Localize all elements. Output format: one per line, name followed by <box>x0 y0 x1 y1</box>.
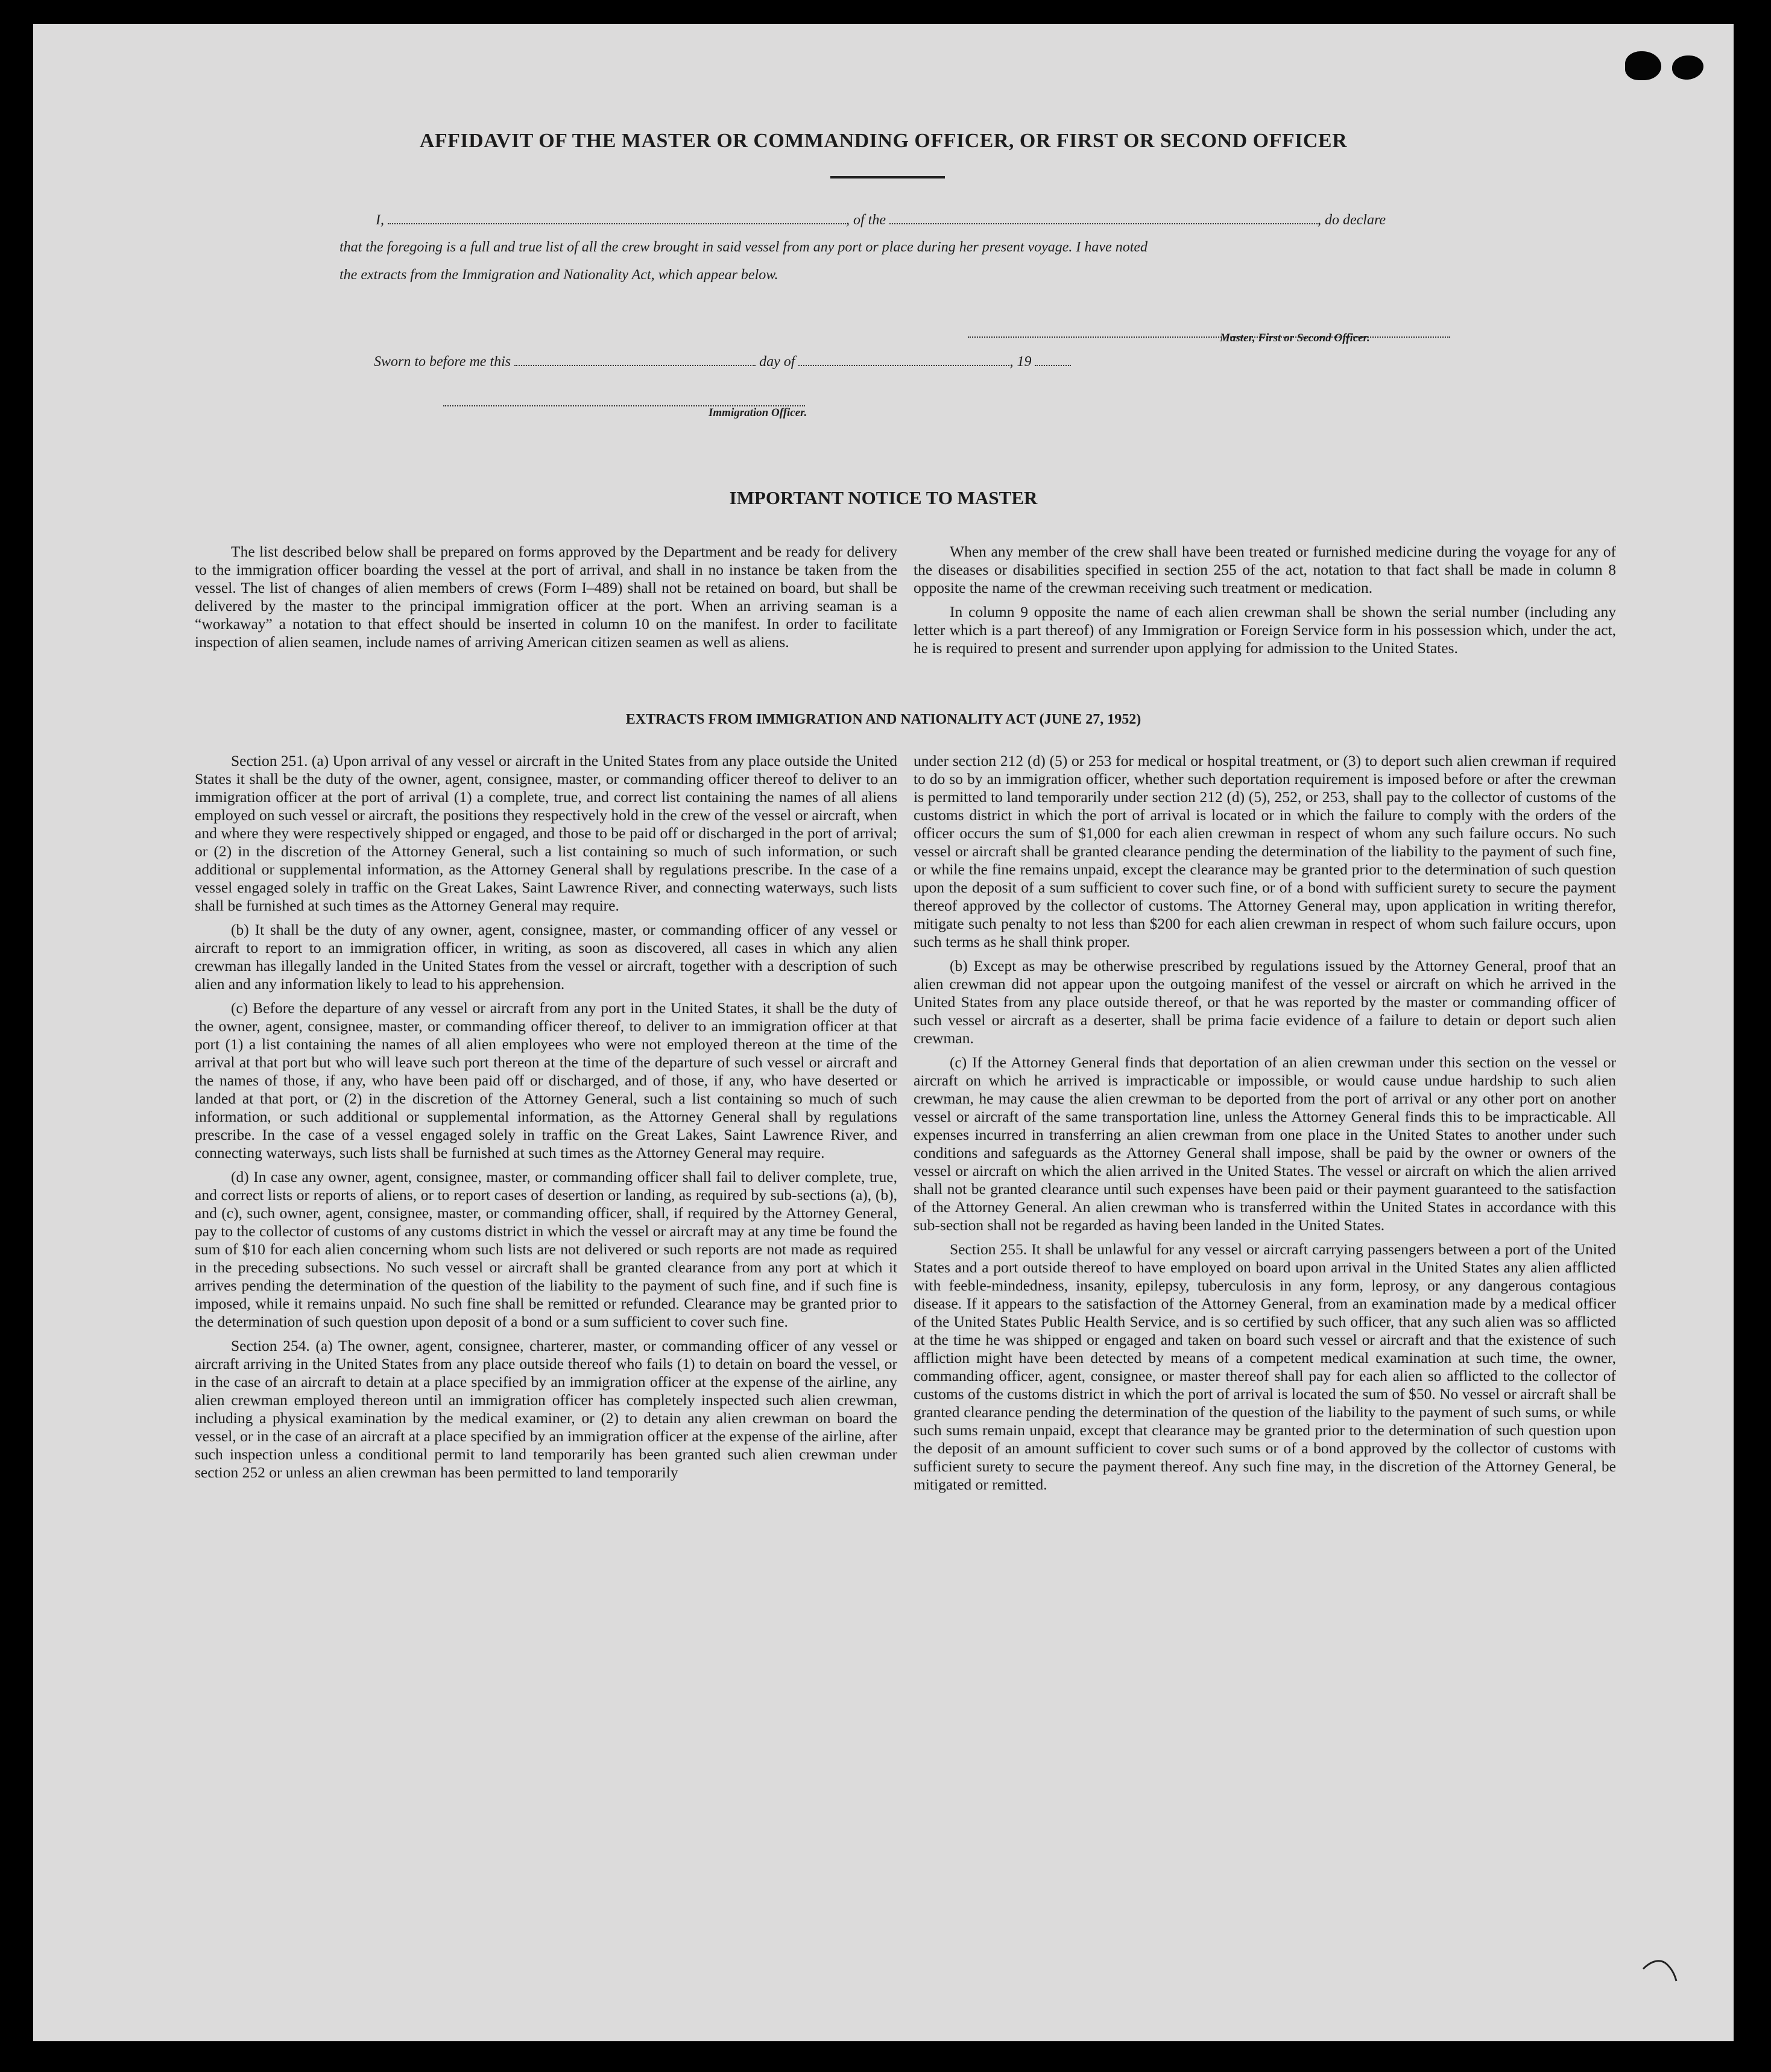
sworn-label: Sworn to before me this <box>374 354 511 370</box>
ink-blot <box>1625 51 1661 80</box>
section-254-b: (b) Except as may be otherwise prescribed by regulations issued by the Attorney General, proof that an alien crewman did not appear upon the outgoing manifest of the vessel or aircraft on which he arrived in the United States from any place outside thereof, or that he was reported by the master or commanding officer of such vessel or aircraft as a deserter, shall be prima facie evidence of a failure to detain or deport such alien crewman. <box>914 957 1616 1047</box>
master-signature-field[interactable] <box>968 324 1450 338</box>
section-251-b: (b) It shall be the duty of any owner, agent, consignee, master, or commanding officer of any vessel or aircraft to report to an immigration officer, in writing, as soon as discovered, all cases in which any alien crewman has illegally landed in the United States from the vessel or aircraft, together with a description of such alien and any information likely to lead to his apprehension. <box>195 921 897 993</box>
section-255: Section 255. It shall be unlawful for any vessel or aircraft carrying passengers between a port of the United States and a port outside thereof to have employed on board upon arrival in the United States any alien afflicted with feeble-mindedness, insanity, epilepsy, tuberculosis in any form, leprosy, or any dangerous contagious disease. If it appears to the satisfaction of the Attorney General, from an examination made by a medical officer of the United States Public Health Service, and is so certified by such officer, that any such alien was so afflicted at the time he was shipped or engaged and taken on board such vessel or aircraft and that the existence of such affliction might have been detected by means of a competent medical examination at such time, the owner, commanding officer, agent, consignee, or master thereof shall pay for each alien so afflicted to the collector of customs of the customs district in which the port of arrival is located the sum of $50. No vessel or aircraft shall be granted clearance pending the determination of the question of the liability to the payment of such sums, or while such sums remain unpaid, except that clearance may be granted prior to the determination of such question upon the deposit of an amount sufficient to cover such sums or of a bond approved by the collector of customs with sufficient surety to secure the payment thereof. Any such fine may, in the discretion of the Attorney General, be mitigated or remitted. <box>914 1240 1616 1493</box>
immigration-officer-signature-field[interactable] <box>443 393 805 406</box>
sworn-month-field[interactable] <box>798 353 1009 366</box>
affidavit-title: AFFIDAVIT OF THE MASTER OR COMMANDING OFFICER, OR FIRST OR SECOND OFFICER <box>419 130 1348 152</box>
section-251-d: (d) In case any owner, agent, consignee, master, or commanding officer shall fail to deliver complete, true, and correct lists or reports of aliens, or to report cases of desertion or landing, as required by sub-sections (a), (b), and (c), such owner, agent, consignee, master, or commanding officer, shall, if required by the Attorney General, pay to the collector of customs of any customs district in which the vessel or aircraft may at any time be found the sum of $10 for each alien concerning whom such lists are not delivered or such reports are not made as required in the preceding subsections. No such vessel or aircraft shall be granted clearance from any port at which it arrives pending the determination of the question of the liability to the payment of such fine, and if such fine is imposed, while it remains unpaid. No such fine shall be remitted or refunded. Clearance may be granted prior to the determination of such question upon deposit of a bond or a sum sufficient to cover such fine. <box>195 1168 897 1330</box>
ink-blot <box>1672 55 1703 80</box>
notice-right-paragraph-1: When any member of the crew shall have been treated or furnished medicine during the voyage for any of the diseases or disabilities specified in section 255 of the act, notation to that fact shall be made in column 8 opposite the name of the crewman receiving such treatment or medication. <box>914 543 1616 596</box>
document-page <box>33 24 1734 2041</box>
notice-right-paragraph-2: In column 9 opposite the name of each alien crewman shall be shown the serial number (including any letter which is a part thereof) of any Immigration or Foreign Service form in his possession which, under the act, he is required to present and surrender upon applying for admission to the United States. <box>914 603 1616 657</box>
notice-left-column <box>195 543 897 657</box>
vessel-name-field[interactable] <box>889 211 1318 224</box>
sworn-line <box>374 353 1278 370</box>
pencil-mark <box>1640 1948 1682 1984</box>
sworn-day-field[interactable] <box>514 353 756 366</box>
master-signature-label: Master, First or Second Officer. <box>1220 332 1370 344</box>
declaration-line-3: the extracts from the Immigration and Nationality Act, which appear below. <box>339 267 778 283</box>
declaration-line-1 <box>376 211 1473 229</box>
title-rule <box>830 176 945 178</box>
notice-heading: IMPORTANT NOTICE TO MASTER <box>729 487 1038 508</box>
section-254-c: (c) If the Attorney General finds that deportation of an alien crewman under this section on the vessel or aircraft on which he arrived is impracticable or impossible, or would cause undue hardship to such alien crewman, he may cause the alien crewman to be deported from the port of arrival or any other port on another vessel or aircraft of the same transportation line, unless the Attorney General finds this to be impracticable. All expenses incurred in transferring an alien crewman from one place in the United States to another under such conditions and safeguards as the Attorney General shall impose, shall be paid by the owner or owners of the vessel or aircraft on which the alien arrived in the United States. The vessel or aircraft on which the alien arrived shall not be granted clearance until such expenses have been paid or their payment guaranteed to the satisfaction of the Attorney General. An alien crewman who is transferred within the United States in accordance with this sub-section shall not be regarded as having been landed in the United States. <box>914 1053 1616 1234</box>
immigration-officer-label: Immigration Officer. <box>709 406 807 419</box>
day-of-label: day of <box>759 354 795 370</box>
sworn-year-field[interactable] <box>1035 353 1071 366</box>
declaration-line-2: that the foregoing is a full and true list of all the crew brought in said vessel from any port or place during her present voyage. I have noted <box>339 239 1148 255</box>
notice-left-paragraph: The list described below shall be prepared on forms approved by the Department and be ready for delivery to the immigration officer boarding the vessel at the port of arrival, and shall in no instance be taken from the vessel. The list of changes of alien members of crews (Form I–489) shall not be retained on board, but shall be delivered by the master to the principal immigration officer at the port. When an arriving seaman is a “workaway” a notation to that effect should be inserted in column 10 on the manifest. In order to facilitate inspection of alien seamen, include names of arriving American citizen seamen as well as aliens. <box>195 543 897 651</box>
declaration-do-declare: , do declare <box>1318 212 1386 228</box>
extracts-heading: EXTRACTS FROM IMMIGRATION AND NATIONALITY ACT (JUNE 27, 1952) <box>625 712 1141 727</box>
section-254-a-continued: under section 212 (d) (5) or 253 for medical or hospital treatment, or (3) to deport such alien crewman if required to do so by an immigration officer, whether such deportation requirement is imposed before or after the crewman is permitted to land temporarily under section 212 (d) (5), 252, or 253, shall pay to the collector of customs of the customs district in which the port of arrival is located or in which the failure to comply with the orders of the officer occurs the sum of $1,000 for each alien crewman in respect of whom any such failure occurs. No such vessel or aircraft shall be granted clearance pending the determination of the liability to the payment of such fine, or while the fine remains unpaid, except the clearance may be granted prior to the determination of such question upon the deposit of a sum sufficient to cover such fine, or of a bond with sufficient surety to secure the payment thereof approved by the collector of customs. The Attorney General may, upon application in writing therefor, mitigate such penalty to not less than $200 for each alien crewman in respect of whom such failure occurs, upon such terms as he shall think proper. <box>914 752 1616 950</box>
extracts-left-column <box>195 752 897 1488</box>
declaration-of-the: , of the <box>846 212 886 228</box>
section-254-a: Section 254. (a) The owner, agent, consignee, charterer, master, or commanding officer of any vessel or aircraft arriving in the United States from any place outside thereof who fails (1) to detain on board the vessel, or in the case of an aircraft to detain at a place specified by an immigration officer at the expense of the airline, any alien crewman employed thereon until an immigration officer has completely inspected such alien crewman, including a physical examination by the medical examiner, or (2) to detain any alien crewman on board the vessel, or in the case of an aircraft at a place specified by an immigration officer at the expense of the airline, after such inspection unless a conditional permit to land temporarily has been granted such alien crewman under section 252 or unless an alien crewman has been permitted to land temporarily <box>195 1337 897 1481</box>
section-251-c: (c) Before the departure of any vessel or aircraft from any port in the United States, it shall be the duty of the owner, agent, consignee, master, or commanding officer thereof, to deliver to an immigration officer at that port (1) a list containing the names of all alien employees who were not employed thereon at the time of the arrival at that port but who will leave such port thereon at the time of the departure of such vessel or aircraft and the names of those, if any, who have been paid off or discharged, and of those, if any, who have deserted or landed at that port, or (2) in the discretion of the Attorney General, such a list containing so much of such information, or such additional or supplemental information, as the Attorney General shall by regulations prescribe. In the case of a vessel engaged solely in traffic on the Great Lakes, Saint Lawrence River, and connecting waterways, such lists shall be furnished at such times as the Attorney General may require. <box>195 999 897 1161</box>
extracts-right-column <box>914 752 1616 1500</box>
declarant-name-field[interactable] <box>388 211 846 224</box>
section-251-a: Section 251. (a) Upon arrival of any vessel or aircraft in the United States from any place outside the United States it shall be the duty of the owner, agent, consignee, master, or commanding officer thereof to deliver to an immigration officer at the port of arrival (1) a complete, true, and correct list containing the names of all aliens employed on such vessel or aircraft, the positions they respectively hold in the crew of the vessel or aircraft, when and where they were respectively shipped or engaged, and those to be paid off or discharged in the port of arrival; or (2) in the discretion of the Attorney General, such a list containing so much of such information, or such additional or supplemental information, as the Attorney General shall by regulations prescribe. In the case of a vessel engaged solely in traffic on the Great Lakes, Saint Lawrence River, and connecting waterways, such lists shall be furnished at such times as the Attorney General may require. <box>195 752 897 914</box>
notice-right-column <box>914 543 1616 663</box>
year-label: , 19 <box>1009 354 1032 370</box>
declaration-i: I, <box>376 212 384 228</box>
